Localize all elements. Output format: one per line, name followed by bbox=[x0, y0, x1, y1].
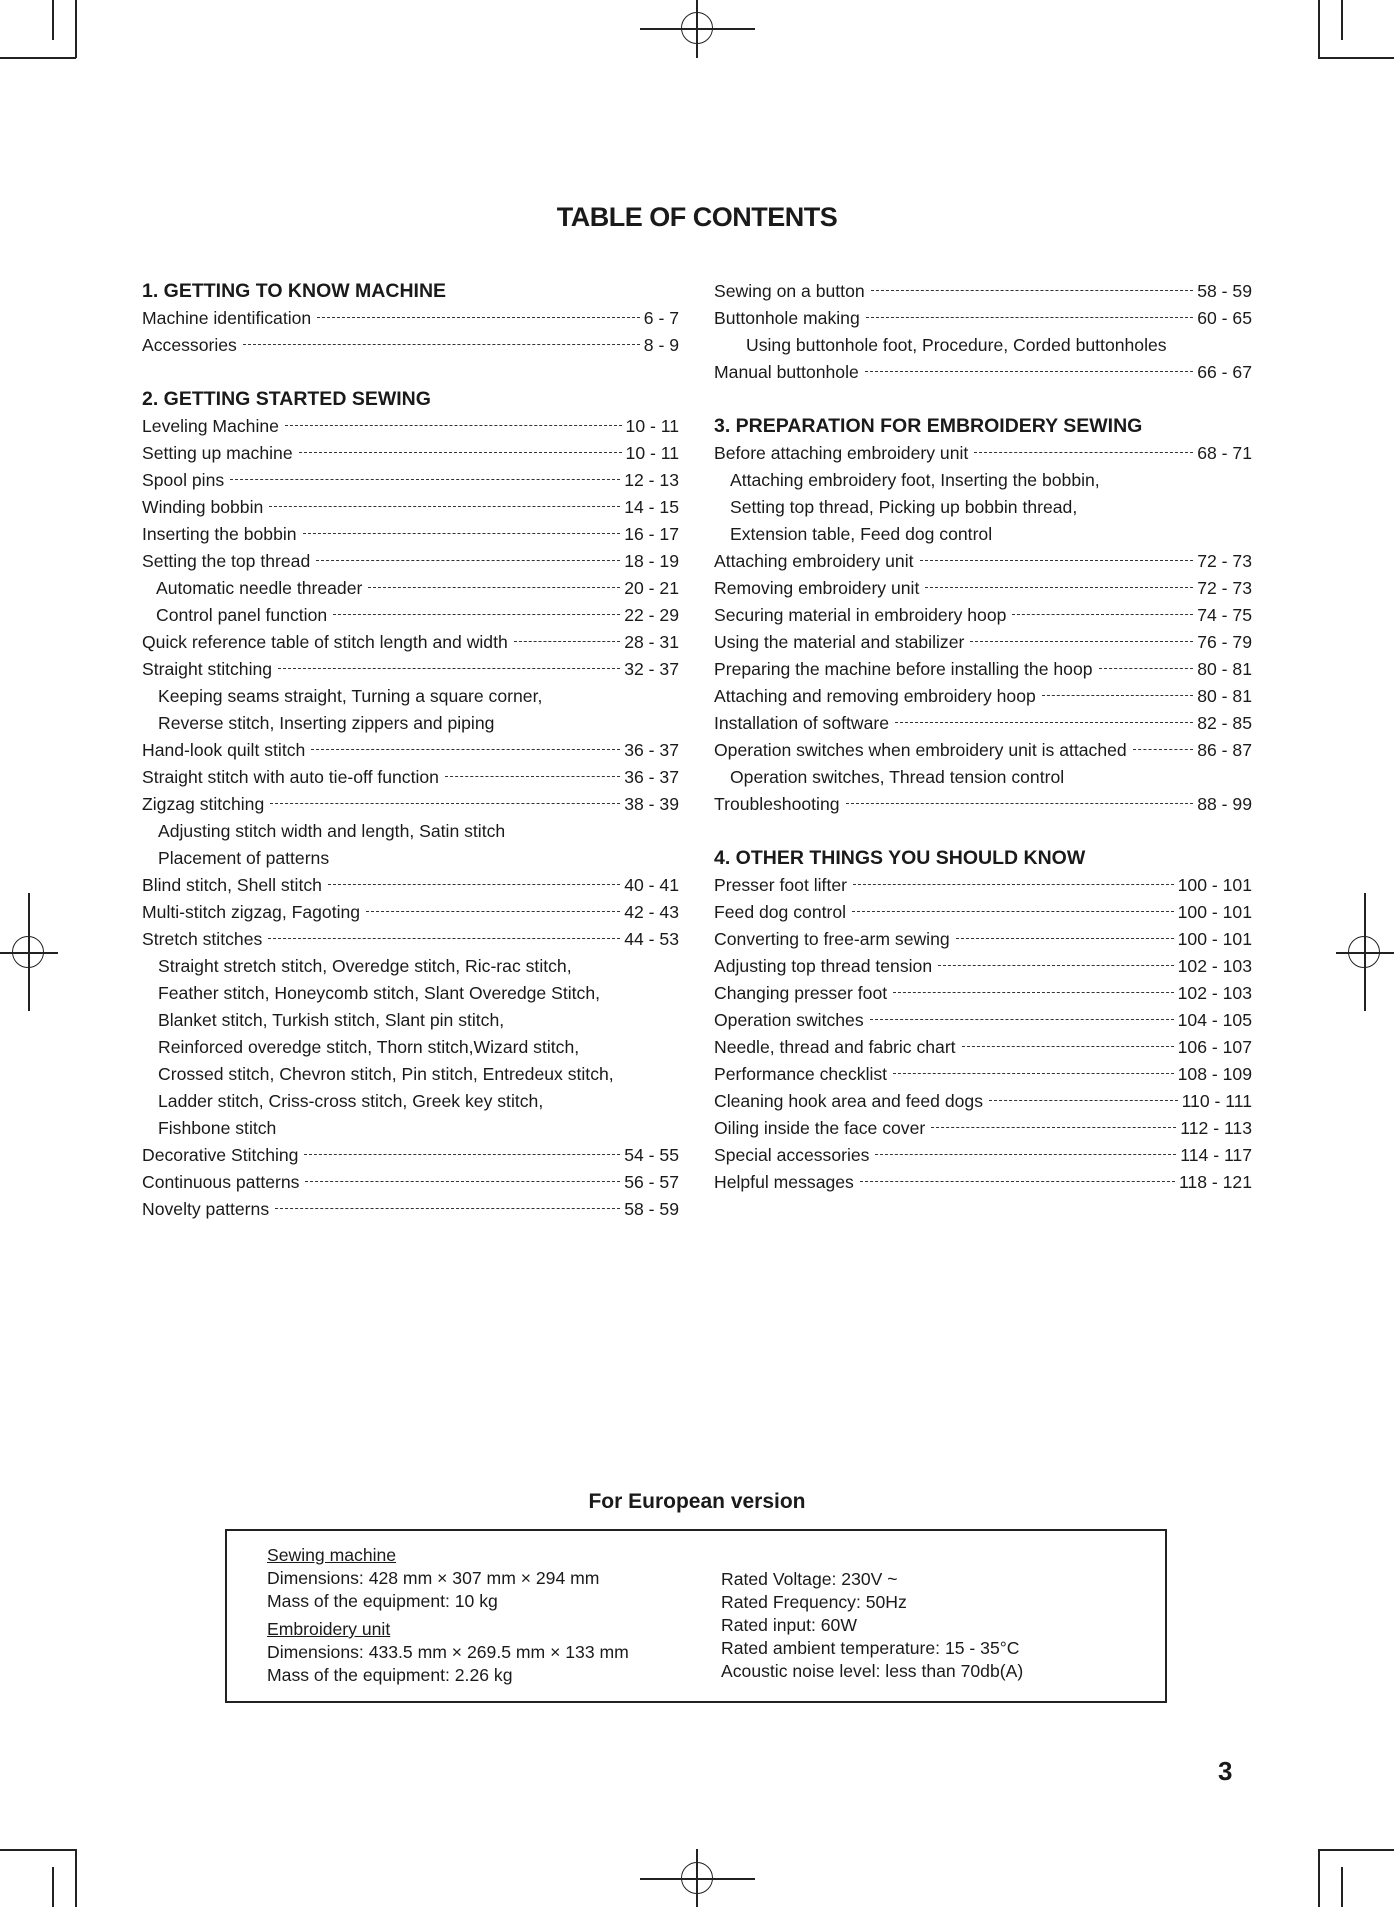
toc-entry-title: Oiling inside the face cover bbox=[714, 1118, 926, 1138]
toc-subtopics: Placement of patterns bbox=[158, 848, 330, 868]
dot-leader bbox=[243, 343, 640, 346]
toc-entry-title: Setting up machine bbox=[142, 443, 293, 463]
toc-entry-title: Machine identification bbox=[142, 308, 312, 328]
toc-entry-title: Attaching and removing embroidery hoop bbox=[714, 686, 1036, 706]
toc-subtopics: Fishbone stitch bbox=[158, 1118, 277, 1138]
dot-leader bbox=[514, 640, 620, 643]
toc-entry-title: Inserting the bobbin bbox=[142, 524, 297, 544]
dot-leader bbox=[333, 613, 620, 616]
toc-entry-title: Sewing on a button bbox=[714, 281, 865, 301]
dot-leader bbox=[368, 586, 620, 589]
toc-subtopics: Straight stretch stitch, Overedge stitch, Ric-rac stitch, bbox=[158, 956, 572, 976]
toc-entry bbox=[714, 548, 1252, 575]
toc-entry-pages: 54 - 55 bbox=[624, 1145, 679, 1165]
toc-entry bbox=[142, 764, 679, 791]
toc-entry bbox=[714, 980, 1252, 1007]
toc-subtopics: Extension table, Feed dog control bbox=[730, 524, 993, 544]
dot-leader bbox=[870, 1018, 1174, 1021]
dot-leader bbox=[925, 586, 1193, 589]
toc-entry-title: Cleaning hook area and feed dogs bbox=[714, 1091, 984, 1111]
toc-entry-title: Straight stitching bbox=[142, 659, 273, 679]
toc-entry bbox=[142, 332, 679, 359]
section-heading: 1. GETTING TO KNOW MACHINE bbox=[142, 280, 447, 302]
toc-entry-pages: 16 - 17 bbox=[624, 524, 679, 544]
page-title: TABLE OF CONTENTS bbox=[556, 202, 838, 232]
toc-entry-pages: 40 - 41 bbox=[624, 875, 679, 895]
toc-entry bbox=[714, 791, 1252, 818]
dot-leader bbox=[875, 1153, 1176, 1156]
toc-entry-pages: 22 - 29 bbox=[624, 605, 679, 625]
toc-entry-title: Operation switches when embroidery unit is attached bbox=[714, 740, 1127, 760]
dot-leader bbox=[316, 559, 620, 562]
toc-entry-title: Zigzag stitching bbox=[142, 794, 265, 814]
dot-leader bbox=[1042, 694, 1193, 697]
toc-entry bbox=[142, 1169, 679, 1196]
toc-subtopics: Attaching embroidery foot, Inserting the bobbin, bbox=[730, 470, 1100, 490]
dot-leader bbox=[962, 1045, 1174, 1048]
toc-entry-title: Removing embroidery unit bbox=[714, 578, 920, 598]
toc-entry bbox=[714, 656, 1252, 683]
toc-entry-pages: 36 - 37 bbox=[624, 740, 679, 760]
toc-entry-pages: 114 - 117 bbox=[1180, 1145, 1252, 1165]
toc-entry-pages: 56 - 57 bbox=[624, 1172, 679, 1192]
toc-entry bbox=[142, 575, 679, 602]
toc-entry bbox=[142, 629, 679, 656]
dot-leader bbox=[275, 1207, 620, 1210]
toc-entry-title: Manual buttonhole bbox=[714, 362, 859, 382]
toc-subtopics: Adjusting stitch width and length, Satin stitch bbox=[158, 821, 506, 841]
toc-entry bbox=[142, 791, 679, 818]
toc-entry-pages: 8 - 9 bbox=[643, 335, 679, 355]
sewing-machine-mass: Mass of the equipment: 10 kg bbox=[267, 1591, 498, 1611]
toc-entry-title: Special accessories bbox=[714, 1145, 870, 1165]
toc-subtopics: Feather stitch, Honeycomb stitch, Slant Overedge Stitch, bbox=[158, 983, 600, 1003]
toc-entry-title: Decorative Stitching bbox=[142, 1145, 299, 1165]
toc-right-column bbox=[714, 278, 1252, 1196]
toc-entry bbox=[714, 602, 1252, 629]
dot-leader bbox=[893, 1072, 1174, 1075]
toc-entry bbox=[142, 548, 679, 575]
sewing-machine-label: Sewing machine bbox=[267, 1545, 397, 1565]
toc-entry bbox=[714, 737, 1252, 764]
toc-entry-title: Before attaching embroidery unit bbox=[714, 443, 969, 463]
toc-entry bbox=[714, 710, 1252, 737]
toc-entry-pages: 68 - 71 bbox=[1197, 443, 1252, 463]
toc-subtopics: Crossed stitch, Chevron stitch, Pin stitch, Entredeux stitch, bbox=[158, 1064, 614, 1084]
toc-entry-pages: 42 - 43 bbox=[624, 902, 679, 922]
toc-subtopics: Operation switches, Thread tension control bbox=[730, 767, 1065, 787]
toc-entry bbox=[714, 575, 1252, 602]
section-heading: 2. GETTING STARTED SEWING bbox=[142, 388, 431, 410]
toc-entry-title: Converting to free-arm sewing bbox=[714, 929, 950, 949]
toc-entry bbox=[714, 440, 1252, 467]
rated-voltage: Rated Voltage: 230V ~ bbox=[721, 1569, 898, 1589]
dot-leader bbox=[303, 532, 621, 535]
toc-entry-pages: 10 - 11 bbox=[625, 416, 679, 436]
toc-entry-title: Changing presser foot bbox=[714, 983, 888, 1003]
toc-entry bbox=[142, 1196, 679, 1223]
toc-entry-pages: 32 - 37 bbox=[624, 659, 679, 679]
section-spacer bbox=[142, 359, 679, 386]
toc-entry-title: Straight stitch with auto tie-off function bbox=[142, 767, 439, 787]
section-spacer bbox=[714, 386, 1252, 413]
toc-entry bbox=[142, 521, 679, 548]
toc-entry-pages: 10 - 11 bbox=[625, 443, 679, 463]
toc-entry-pages: 12 - 13 bbox=[624, 470, 679, 490]
toc-entry bbox=[142, 737, 679, 764]
toc-subtopics: Reinforced overedge stitch, Thorn stitch,Wizard stitch, bbox=[158, 1037, 580, 1057]
dot-leader bbox=[1133, 748, 1194, 751]
toc-entry-pages: 102 - 103 bbox=[1177, 956, 1252, 976]
toc-entry bbox=[714, 953, 1252, 980]
toc-entry bbox=[714, 926, 1252, 953]
toc-entry-pages: 106 - 107 bbox=[1177, 1037, 1252, 1057]
toc-entry-title: Using the material and stabilizer bbox=[714, 632, 965, 652]
toc-entry-pages: 72 - 73 bbox=[1197, 578, 1252, 598]
embroidery-unit-mass: Mass of the equipment: 2.26 kg bbox=[267, 1665, 513, 1685]
dot-leader bbox=[938, 964, 1174, 967]
specifications-right bbox=[721, 1568, 1023, 1683]
toc-entry-title: Troubleshooting bbox=[714, 794, 840, 814]
dot-leader bbox=[920, 559, 1194, 562]
toc-entry-title: Presser foot lifter bbox=[714, 875, 847, 895]
toc-entry-pages: 6 - 7 bbox=[643, 308, 679, 328]
section-heading: 3. PREPARATION FOR EMBROIDERY SEWING bbox=[714, 415, 1143, 437]
toc-entry-title: Winding bobbin bbox=[142, 497, 264, 517]
toc-entry bbox=[714, 1088, 1252, 1115]
dot-leader bbox=[445, 775, 620, 778]
toc-entry-title: Operation switches bbox=[714, 1010, 864, 1030]
toc-entry bbox=[714, 1169, 1252, 1196]
toc-entry-pages: 18 - 19 bbox=[624, 551, 679, 571]
toc-entry-pages: 100 - 101 bbox=[1177, 902, 1252, 922]
toc-entry bbox=[714, 1142, 1252, 1169]
toc-entry-pages: 14 - 15 bbox=[624, 497, 679, 517]
toc-entry bbox=[142, 656, 679, 683]
toc-entry bbox=[714, 1115, 1252, 1142]
toc-entry-title: Needle, thread and fabric chart bbox=[714, 1037, 956, 1057]
toc-entry bbox=[142, 926, 679, 953]
toc-entry-pages: 82 - 85 bbox=[1197, 713, 1252, 733]
toc-entry-title: Accessories bbox=[142, 335, 237, 355]
toc-subtopics: Reverse stitch, Inserting zippers and piping bbox=[158, 713, 495, 733]
toc-entry bbox=[714, 1034, 1252, 1061]
toc-subtopics: Blanket stitch, Turkish stitch, Slant pin stitch, bbox=[158, 1010, 505, 1030]
toc-entry-title: Installation of software bbox=[714, 713, 890, 733]
toc-entry bbox=[142, 872, 679, 899]
toc-entry bbox=[714, 899, 1252, 926]
toc-entry-title: Stretch stitches bbox=[142, 929, 263, 949]
rated-frequency: Rated Frequency: 50Hz bbox=[721, 1592, 907, 1612]
toc-entry-title: Leveling Machine bbox=[142, 416, 279, 436]
toc-entry-pages: 44 - 53 bbox=[624, 929, 679, 949]
toc-subtopics: Keeping seams straight, Turning a square corner, bbox=[158, 686, 543, 706]
toc-entry bbox=[714, 278, 1252, 305]
specifications-box bbox=[225, 1529, 1167, 1703]
rated-input: Rated input: 60W bbox=[721, 1615, 857, 1635]
toc-entry-title: Novelty patterns bbox=[142, 1199, 270, 1219]
dot-leader bbox=[852, 910, 1174, 913]
dot-leader bbox=[270, 802, 620, 805]
dot-leader bbox=[989, 1099, 1178, 1102]
toc-entry-title: Automatic needle threader bbox=[156, 578, 363, 598]
toc-entry bbox=[142, 305, 679, 332]
toc-subtopics: Setting top thread, Picking up bobbin thread, bbox=[730, 497, 1078, 517]
dot-leader bbox=[865, 370, 1193, 373]
dot-leader bbox=[893, 991, 1174, 994]
toc-entry-pages: 118 - 121 bbox=[1178, 1172, 1252, 1192]
dot-leader bbox=[1012, 613, 1193, 616]
toc-entry-pages: 80 - 81 bbox=[1197, 659, 1252, 679]
toc-entry-title: Attaching embroidery unit bbox=[714, 551, 914, 571]
page-number: 3 bbox=[1218, 1756, 1233, 1786]
toc-entry bbox=[142, 494, 679, 521]
dot-leader bbox=[230, 478, 620, 481]
dot-leader bbox=[956, 937, 1174, 940]
toc-entry-title: Hand-look quilt stitch bbox=[142, 740, 306, 760]
toc-entry-title: Multi-stitch zigzag, Fagoting bbox=[142, 902, 361, 922]
sewing-machine-dimensions: Dimensions: 428 mm × 307 mm × 294 mm bbox=[267, 1568, 600, 1588]
dot-leader bbox=[285, 424, 622, 427]
toc-entry-pages: 20 - 21 bbox=[624, 578, 679, 598]
dot-leader bbox=[299, 451, 622, 454]
dot-leader bbox=[311, 748, 620, 751]
toc-entry bbox=[714, 629, 1252, 656]
toc-entry bbox=[714, 305, 1252, 332]
section-spacer bbox=[714, 818, 1252, 845]
dot-leader bbox=[328, 883, 620, 886]
dot-leader bbox=[931, 1126, 1176, 1129]
toc-entry-title: Helpful messages bbox=[714, 1172, 854, 1192]
dot-leader bbox=[1099, 667, 1194, 670]
toc-entry-title: Blind stitch, Shell stitch bbox=[142, 875, 322, 895]
toc-entry-title: Adjusting top thread tension bbox=[714, 956, 933, 976]
toc-entry bbox=[714, 872, 1252, 899]
toc-left-column bbox=[142, 278, 679, 1223]
dot-leader bbox=[304, 1153, 620, 1156]
toc-entry-pages: 80 - 81 bbox=[1197, 686, 1252, 706]
toc-entry-pages: 58 - 59 bbox=[624, 1199, 679, 1219]
toc-entry-pages: 88 - 99 bbox=[1197, 794, 1252, 814]
toc-entry-pages: 66 - 67 bbox=[1197, 362, 1252, 382]
toc-entry-pages: 102 - 103 bbox=[1177, 983, 1252, 1003]
toc-entry bbox=[142, 440, 679, 467]
toc-entry bbox=[714, 1061, 1252, 1088]
toc-entry-pages: 76 - 79 bbox=[1197, 632, 1252, 652]
rated-ambient-temperature: Rated ambient temperature: 15 - 35°C bbox=[721, 1638, 1020, 1658]
toc-entry bbox=[142, 467, 679, 494]
dot-leader bbox=[970, 640, 1193, 643]
toc-entry-pages: 60 - 65 bbox=[1197, 308, 1252, 328]
toc-entry-pages: 108 - 109 bbox=[1177, 1064, 1252, 1084]
embroidery-unit-dimensions: Dimensions: 433.5 mm × 269.5 mm × 133 mm bbox=[267, 1642, 629, 1662]
toc-entry-title: Feed dog control bbox=[714, 902, 847, 922]
section-heading: 4. OTHER THINGS YOU SHOULD KNOW bbox=[714, 847, 1086, 869]
toc-entry bbox=[714, 683, 1252, 710]
toc-entry-pages: 100 - 101 bbox=[1177, 875, 1252, 895]
toc-entry-title: Preparing the machine before installing the hoop bbox=[714, 659, 1093, 679]
toc-entry-pages: 38 - 39 bbox=[624, 794, 679, 814]
toc-entry-pages: 58 - 59 bbox=[1197, 281, 1252, 301]
toc-entry-title: Buttonhole making bbox=[714, 308, 860, 328]
toc-entry-pages: 110 - 111 bbox=[1181, 1091, 1252, 1111]
toc-entry-title: Control panel function bbox=[156, 605, 328, 625]
toc-entry-pages: 104 - 105 bbox=[1177, 1010, 1252, 1030]
toc-entry-pages: 36 - 37 bbox=[624, 767, 679, 787]
toc-entry-pages: 74 - 75 bbox=[1197, 605, 1252, 625]
toc-entry bbox=[714, 359, 1252, 386]
toc-entry-title: Securing material in embroidery hoop bbox=[714, 605, 1007, 625]
embroidery-unit-label: Embroidery unit bbox=[267, 1619, 391, 1639]
dot-leader bbox=[860, 1180, 1175, 1183]
toc-entry-pages: 28 - 31 bbox=[624, 632, 679, 652]
toc-entry-title: Setting the top thread bbox=[142, 551, 311, 571]
toc-entry-pages: 72 - 73 bbox=[1197, 551, 1252, 571]
dot-leader bbox=[846, 802, 1194, 805]
dot-leader bbox=[853, 883, 1174, 886]
dot-leader bbox=[268, 937, 620, 940]
european-version-title: For European version bbox=[588, 1490, 806, 1513]
acoustic-noise-level: Acoustic noise level: less than 70db(A) bbox=[721, 1661, 1024, 1681]
dot-leader bbox=[366, 910, 620, 913]
toc-entry-pages: 86 - 87 bbox=[1197, 740, 1252, 760]
dot-leader bbox=[866, 316, 1193, 319]
dot-leader bbox=[895, 721, 1193, 724]
toc-subtopics: Ladder stitch, Criss-cross stitch, Greek key stitch, bbox=[158, 1091, 544, 1111]
toc-entry-title: Quick reference table of stitch length and width bbox=[142, 632, 508, 652]
dot-leader bbox=[278, 667, 620, 670]
toc-entry bbox=[142, 413, 679, 440]
toc-entry bbox=[142, 1142, 679, 1169]
toc-entry bbox=[142, 602, 679, 629]
toc-subtopics: Using buttonhole foot, Procedure, Corded buttonholes bbox=[746, 335, 1167, 355]
specifications-left bbox=[267, 1544, 629, 1687]
dot-leader bbox=[305, 1180, 620, 1183]
dot-leader bbox=[974, 451, 1193, 454]
toc-entry bbox=[142, 899, 679, 926]
toc-entry-title: Spool pins bbox=[142, 470, 225, 490]
dot-leader bbox=[269, 505, 620, 508]
toc-entry-title: Continuous patterns bbox=[142, 1172, 300, 1192]
toc-entry-pages: 112 - 113 bbox=[1180, 1118, 1252, 1138]
dot-leader bbox=[317, 316, 640, 319]
toc-entry-title: Performance checklist bbox=[714, 1064, 888, 1084]
toc-entry-pages: 100 - 101 bbox=[1177, 929, 1252, 949]
toc-entry bbox=[714, 1007, 1252, 1034]
dot-leader bbox=[871, 289, 1194, 292]
